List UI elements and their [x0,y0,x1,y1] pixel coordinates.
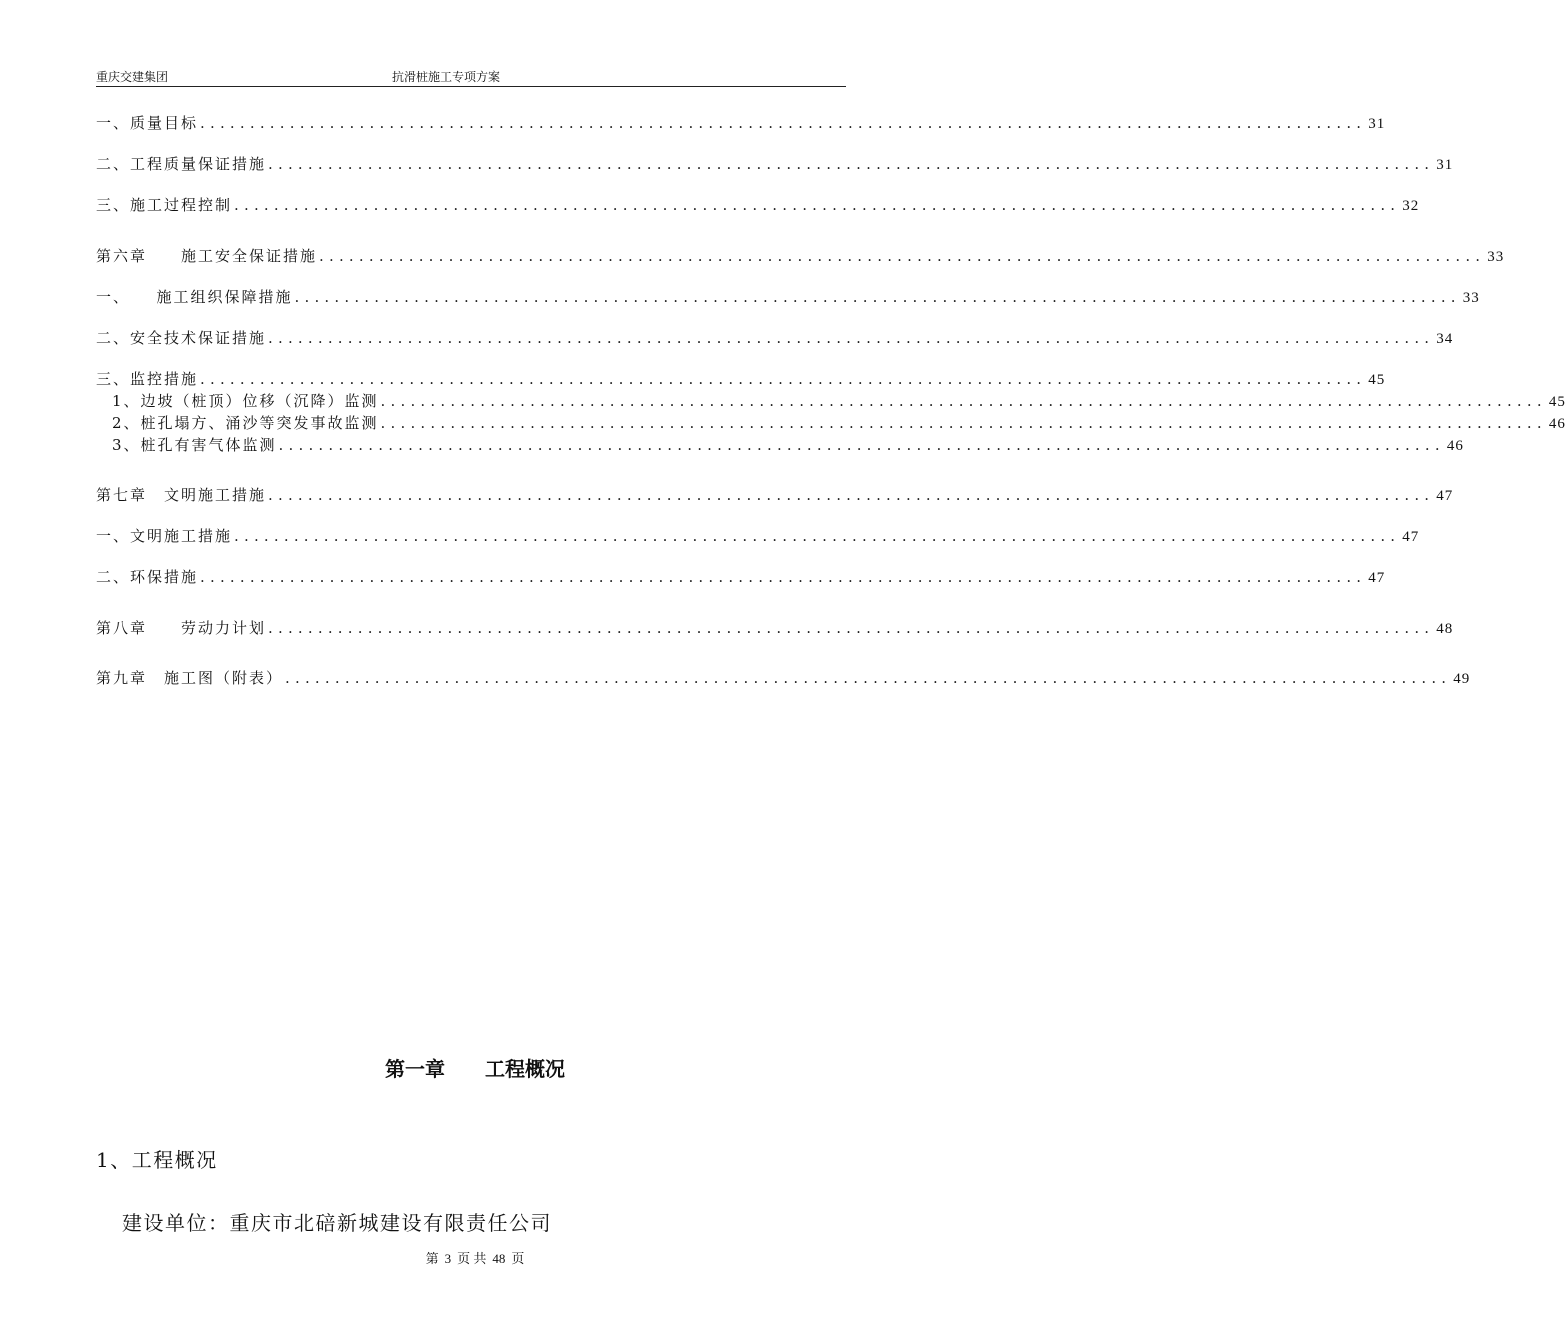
toc-dot-leader: ..................................................................................................................... [278,436,1445,454]
toc-entry-label: 1、边坡（桩顶）位移（沉降）监测 [112,392,379,410]
body-paragraph: 建设单位：重庆市北碚新城建设有限责任公司 [122,1211,552,1235]
toc-entry-label: 第六章 施工安全保证措施 [96,247,318,265]
toc-dot-leader: ..................................................................................................................... [319,247,1486,265]
toc-entry-label: 一、文明施工措施 [96,527,233,545]
toc-entry-label: 一、质量目标 [96,114,199,132]
toc-entry-label: 二、环保措施 [96,568,199,586]
toc-entry-label: 2、桩孔塌方、涌沙等突发事故监测 [112,414,379,432]
toc-entry[interactable] [96,525,1420,547]
toc-entry-label: 二、安全技术保证措施 [96,329,267,347]
toc-entry-chapter[interactable] [96,484,1454,506]
toc-dot-leader: ..................................................................................................................... [294,288,1461,306]
toc-entry-page: 45 [1548,394,1566,410]
page-header [96,66,846,87]
toc-dot-leader: ..................................................................................................................... [234,527,1401,545]
toc-dot-leader: ..................................................................................................................... [380,392,1547,410]
toc-dot-leader: ..................................................................................................................... [200,568,1367,586]
toc-entry[interactable] [96,286,1480,308]
header-document-title: 抗滑桩施工专项方案 [392,70,501,84]
section-heading: 1、工程概况 [96,1148,218,1172]
toc-dot-leader: ..................................................................................................................... [380,414,1547,432]
toc-entry-page: 33 [1487,249,1505,265]
toc-entry-label: 三、监控措施 [96,370,199,388]
toc-dot-leader: ..................................................................................................................... [268,329,1435,347]
toc-dot-leader: ..................................................................................................................... [200,114,1367,132]
toc-entry[interactable] [96,327,1454,349]
toc-entry-page: 46 [1548,416,1566,432]
toc-entry-chapter[interactable] [96,667,1471,689]
page-footer [0,1248,950,1267]
toc-entry[interactable] [96,368,1386,390]
toc-entry-chapter[interactable] [96,245,1505,267]
toc-entry-page: 45 [1368,372,1386,388]
header-company: 重庆交建集团 [96,70,169,84]
toc-entry-label: 第九章 施工图（附表） [96,669,284,687]
footer-prefix: 第 [425,1251,439,1266]
toc-subentry[interactable] [112,412,1566,434]
toc-entry-page: 48 [1436,621,1454,637]
toc-entry-label: 三、施工过程控制 [96,196,233,214]
footer-current-page: 3 [444,1251,452,1266]
toc-subentry[interactable] [112,390,1566,412]
toc-entry[interactable] [96,153,1454,175]
toc-entry-page: 31 [1436,157,1454,173]
footer-total-pages: 48 [492,1251,506,1266]
footer-middle: 页 共 [457,1251,487,1266]
toc-dot-leader: ..................................................................................................................... [234,196,1401,214]
toc-entry-label: 第七章 文明施工措施 [96,486,267,504]
toc-entry-label: 第八章 劳动力计划 [96,619,267,637]
toc-subentry[interactable] [112,434,1464,456]
toc-entry-page: 46 [1446,438,1464,454]
toc-entry-chapter[interactable] [96,617,1454,639]
toc-dot-leader: ..................................................................................................................... [285,669,1452,687]
toc-entry[interactable] [96,194,1420,216]
toc-dot-leader: ..................................................................................................................... [268,155,1435,173]
toc-entry-page: 47 [1368,570,1386,586]
toc-entry[interactable] [96,566,1386,588]
chapter-title: 第一章 工程概况 [385,1057,565,1081]
toc-entry-page: 32 [1402,198,1420,214]
footer-suffix: 页 [511,1251,525,1266]
toc-dot-leader: ..................................................................................................................... [268,486,1435,504]
toc-entry-page: 31 [1368,116,1386,132]
toc-entry[interactable] [96,112,1386,134]
toc-dot-leader: ..................................................................................................................... [200,370,1367,388]
toc-entry-page: 33 [1462,290,1480,306]
toc-entry-label: 一、 施工组织保障措施 [96,288,293,306]
toc-entry-label: 3、桩孔有害气体监测 [112,436,277,454]
toc-entry-page: 47 [1402,529,1420,545]
toc-entry-page: 34 [1436,331,1454,347]
toc-entry-page: 47 [1436,488,1454,504]
toc-entry-page: 49 [1453,671,1471,687]
toc-entry-label: 二、工程质量保证措施 [96,155,267,173]
toc-dot-leader: ..................................................................................................................... [268,619,1435,637]
